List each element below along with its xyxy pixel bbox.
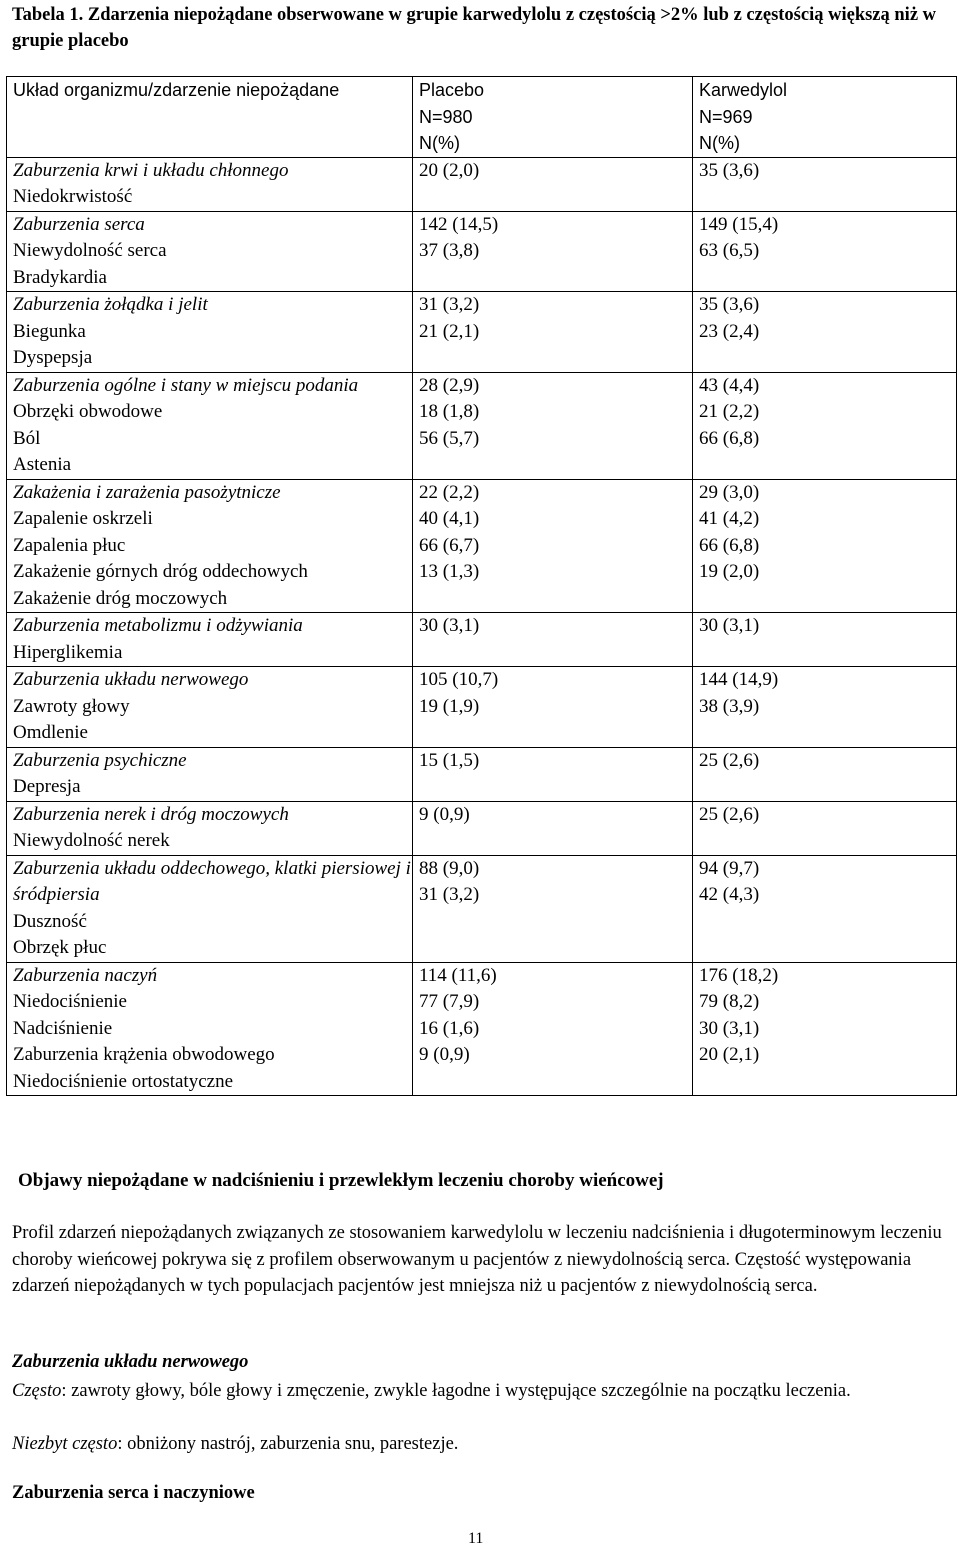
table-row — [7, 667, 957, 748]
placebo-value: 66 (6,7) — [419, 534, 480, 556]
carvedilol-value: 94 (9,7) — [699, 857, 760, 879]
placebo-value: 30 (3,1) — [419, 615, 480, 636]
section-heading: Objawy niepożądane w nadciśnieniu i przewlekłym leczeniu choroby wieńcowej — [18, 1170, 664, 1191]
carvedilol-value: 30 (3,1) — [699, 615, 760, 636]
category-label: Zaburzenia ogólne i stany w miejscu podania — [13, 374, 359, 396]
event-name: Obrzęk płuc — [13, 937, 107, 958]
carvedilol-value: 66 (6,8) — [699, 427, 760, 449]
event-name: Nadciśnienie — [13, 1017, 113, 1039]
carvedilol-cell — [693, 801, 957, 855]
carvedilol-cell — [693, 855, 957, 962]
carvedilol-value: 23 (2,4) — [699, 320, 760, 342]
nervous-uncommon: Niezbyt często: obniżony nastrój, zaburzenia snu, parestezje. — [12, 1434, 459, 1454]
placebo-value: 114 (11,6) — [419, 964, 497, 986]
placebo-value: 21 (2,1) — [419, 320, 480, 342]
carvedilol-value: 41 (4,2) — [699, 508, 760, 529]
event-name: Niewydolność serca — [13, 240, 167, 261]
placebo-value: 77 (7,9) — [419, 991, 480, 1012]
table-row — [7, 292, 957, 373]
table-title: Tabela 1. Zdarzenia niepożądane obserwowane w grupie karwedylolu z częstością >2% lub z częstością większą niż w grupie placebo — [12, 5, 937, 51]
category-label: Zaburzenia żołądka i jelit — [13, 294, 208, 315]
carvedilol-value: 25 (2,6) — [699, 749, 760, 771]
placebo-value: 19 (1,9) — [419, 695, 480, 717]
carvedilol-value: 20 (2,1) — [699, 1044, 760, 1065]
placebo-value: 16 (1,6) — [419, 1017, 480, 1039]
event-name: Biegunka — [13, 320, 86, 342]
event-name: Astenia — [13, 454, 72, 475]
header-system-event: Układ organizmu/zdarzenie niepożądane — [7, 77, 413, 158]
carvedilol-cell — [693, 667, 957, 748]
carvedilol-cell — [693, 292, 957, 373]
placebo-value: 142 (14,5) — [419, 213, 499, 235]
carvedilol-value: 79 (8,2) — [699, 991, 760, 1012]
event-name: Niewydolność nerek — [13, 830, 170, 851]
category-cell — [7, 747, 413, 801]
table-row — [7, 855, 957, 962]
table-row — [7, 211, 957, 292]
category-label: Zaburzenia metabolizmu i odżywiania — [13, 615, 303, 636]
category-cell — [7, 372, 413, 479]
category-label: Zakażenia i zarażenia pasożytnicze — [13, 481, 281, 503]
carvedilol-value: 19 (2,0) — [699, 561, 760, 582]
table-row — [7, 801, 957, 855]
placebo-value: 37 (3,8) — [419, 240, 480, 261]
header-placebo: Placebo N=980 N(%) — [413, 77, 693, 158]
category-cell — [7, 801, 413, 855]
placebo-value: 22 (2,2) — [419, 481, 480, 503]
carvedilol-value: 35 (3,6) — [699, 294, 760, 315]
category-label: Zaburzenia psychiczne — [13, 749, 187, 771]
carvedilol-value: 176 (18,2) — [699, 964, 779, 986]
category-cell — [7, 613, 413, 667]
table-row — [7, 613, 957, 667]
placebo-cell — [413, 157, 693, 211]
category-cell — [7, 211, 413, 292]
carvedilol-cell — [693, 962, 957, 1096]
category-cell — [7, 962, 413, 1096]
event-name: Zapalenia płuc — [13, 534, 126, 556]
category-cell — [7, 292, 413, 373]
event-name: Zaburzenia krążenia obwodowego — [13, 1044, 275, 1065]
carvedilol-value: 66 (6,8) — [699, 534, 760, 556]
placebo-value: 20 (2,0) — [419, 159, 480, 181]
event-name: Zakażenie dróg moczowych — [13, 587, 228, 609]
event-name: Niedociśnienie ortostatyczne — [13, 1070, 234, 1092]
placebo-value: 28 (2,9) — [419, 374, 480, 396]
table-row — [7, 479, 957, 613]
carvedilol-cell — [693, 479, 957, 613]
table-header-row — [7, 77, 957, 158]
placebo-cell — [413, 962, 693, 1096]
paragraph-profile: Profil zdarzeń niepożądanych związanych ze stosowaniem karwedylolu w leczeniu nadciśnienia i długoterminowym leczeniu choroby wieńcowej pokrywa się z profilem obserwowanym u pacjentów z niewydolnością serca. Częstość występowania zdarzeń niepożądanych w tych populacjach pacjentów jest mniejsza niż u pacjentów z niewydolnością serca. — [12, 1223, 942, 1296]
carvedilol-value: 42 (4,3) — [699, 884, 760, 905]
placebo-value: 31 (3,2) — [419, 294, 480, 315]
carvedilol-value: 29 (3,0) — [699, 481, 760, 503]
event-name: Duszność — [13, 910, 87, 932]
placebo-cell — [413, 211, 693, 292]
category-label: Zaburzenia nerek i dróg moczowych — [13, 803, 289, 825]
carvedilol-value: 43 (4,4) — [699, 374, 760, 396]
category-cell — [7, 855, 413, 962]
category-cell — [7, 667, 413, 748]
placebo-value: 105 (10,7) — [419, 669, 499, 690]
category-label: Zaburzenia krwi i układu chłonnego — [13, 159, 289, 181]
event-name: Obrzęki obwodowe — [13, 401, 163, 422]
placebo-cell — [413, 613, 693, 667]
category-label: Zaburzenia serca — [13, 213, 145, 235]
carvedilol-value: 38 (3,9) — [699, 695, 760, 717]
table-row — [7, 747, 957, 801]
placebo-value: 9 (0,9) — [419, 803, 470, 825]
carvedilol-value: 21 (2,2) — [699, 401, 760, 422]
event-name: Dyspepsja — [13, 347, 93, 368]
placebo-cell — [413, 372, 693, 479]
carvedilol-cell — [693, 747, 957, 801]
event-name: Bradykardia — [13, 266, 107, 288]
event-name: Ból — [13, 427, 41, 449]
carvedilol-value: 149 (15,4) — [699, 213, 779, 235]
carvedilol-value: 25 (2,6) — [699, 803, 760, 825]
nervous-system-heading: Zaburzenia układu nerwowego — [12, 1352, 249, 1372]
event-name: Niedociśnienie — [13, 991, 127, 1012]
event-name: Zawroty głowy — [13, 695, 130, 717]
event-name: Hiperglikemia — [13, 641, 123, 663]
page-number: 11 — [468, 1530, 484, 1547]
placebo-value: 9 (0,9) — [419, 1044, 470, 1065]
placebo-cell — [413, 479, 693, 613]
carvedilol-cell — [693, 372, 957, 479]
adverse-events-table — [6, 76, 957, 1096]
category-label: Zaburzenia układu oddechowego, klatki piersiowej i śródpiersia — [13, 857, 411, 905]
category-cell — [7, 157, 413, 211]
placebo-value: 13 (1,3) — [419, 561, 480, 582]
event-name: Depresja — [13, 776, 81, 797]
event-name: Omdlenie — [13, 722, 88, 743]
placebo-value: 40 (4,1) — [419, 508, 480, 529]
placebo-cell — [413, 667, 693, 748]
event-name: Zakażenie górnych dróg oddechowych — [13, 561, 308, 582]
carvedilol-cell — [693, 211, 957, 292]
table-row — [7, 157, 957, 211]
header-carvedilol: Karwedylol N=969 N(%) — [693, 77, 957, 158]
carvedilol-value: 63 (6,5) — [699, 240, 760, 261]
category-label: Zaburzenia naczyń — [13, 964, 158, 986]
event-name: Zapalenie oskrzeli — [13, 508, 153, 529]
cardiac-vascular-heading: Zaburzenia serca i naczyniowe — [12, 1483, 255, 1503]
placebo-value: 56 (5,7) — [419, 427, 480, 449]
carvedilol-value: 30 (3,1) — [699, 1017, 760, 1039]
table-row — [7, 372, 957, 479]
placebo-value: 18 (1,8) — [419, 401, 480, 422]
placebo-value: 31 (3,2) — [419, 884, 480, 905]
placebo-cell — [413, 747, 693, 801]
placebo-cell — [413, 855, 693, 962]
category-cell — [7, 479, 413, 613]
carvedilol-cell — [693, 613, 957, 667]
carvedilol-value: 144 (14,9) — [699, 669, 779, 690]
table-row — [7, 962, 957, 1096]
category-label: Zaburzenia układu nerwowego — [13, 669, 249, 690]
carvedilol-value: 35 (3,6) — [699, 159, 760, 181]
placebo-value: 15 (1,5) — [419, 749, 480, 771]
nervous-often: Często: zawroty głowy, bóle głowy i zmęczenie, zwykle łagodne i występujące szczególnie na początku leczenia. — [12, 1381, 851, 1401]
placebo-cell — [413, 801, 693, 855]
event-name: Niedokrwistość — [13, 186, 133, 207]
placebo-value: 88 (9,0) — [419, 857, 480, 879]
placebo-cell — [413, 292, 693, 373]
carvedilol-cell — [693, 157, 957, 211]
